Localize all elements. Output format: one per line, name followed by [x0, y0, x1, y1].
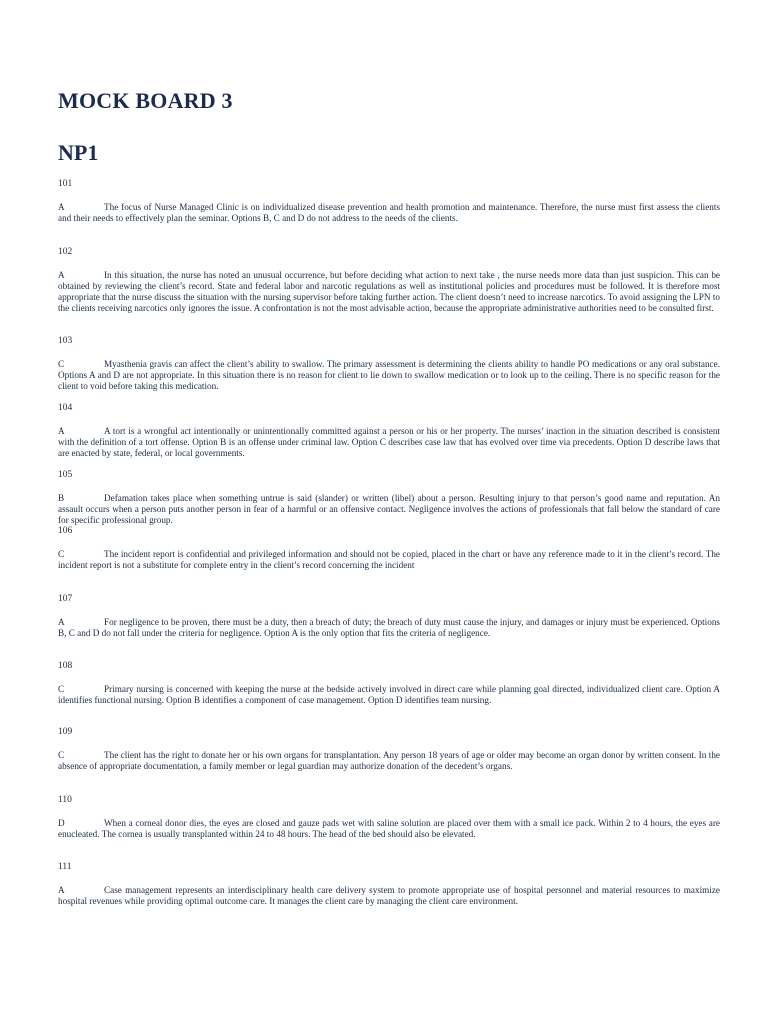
item-answer: C [58, 750, 65, 760]
item-body [58, 270, 720, 314]
item-answer: C [58, 684, 65, 694]
item-answer: D [58, 818, 65, 828]
item-number: 103 [58, 336, 73, 346]
item-rationale: Primary nursing is concerned with keeping the nurse at the bedside actively involved in direct care while planning goal directed, individualized client care. Option A identifies functional nursing. Option B identifies a component of case management. Option D identifies team nursing. [58, 684, 720, 705]
item-number: 101 [58, 179, 73, 189]
item-body [58, 617, 720, 639]
item-answer: A [58, 426, 65, 436]
rationale-item [58, 470, 720, 526]
item-rationale: For negligence to be proven, there must be a duty, then a breach of duty; the breach of duty must cause the injury, and damages or injury must be experienced. Options B, C and D do not fall under the criteria for negligence. Option A is the only option that fits the criteria of negligence. [58, 617, 720, 638]
item-body [58, 885, 720, 907]
rationale-item [58, 795, 720, 840]
item-rationale: A tort is a wrongful act intentionally or unintentionally committed against a person or his or her property. The nurses’ inaction in the situation described is consistent with the definition of a tort offense. Option B is an offense under criminal law. Option C describes case law that has evolved over time via precedents. Option D describe laws that are enacted by state, federal, or local governments. [58, 426, 720, 458]
item-rationale: When a corneal donor dies, the eyes are closed and gauze pads wet with saline solution are placed over them with a small ice pack. Within 2 to 4 hours, the eyes are enucleated. The cornea is usually transplanted within 24 to 48 hours. The head of the bed should also be elevated. [58, 818, 720, 839]
item-body [58, 426, 720, 459]
item-number: 109 [58, 727, 73, 737]
item-rationale: In this situation, the nurse has noted an unusual occurrence, but before deciding what action to next take , the nurse needs more data than just suspicion. This can be obtained by reviewing the client’s record. State and federal labor and narcotic regulations as well as institutional policies and procedures must be followed. It is therefore most appropriate that the nurse discuss the situation with the nursing supervisor before taking further action. The client doesn’t need to increase narcotics. To avoid assigning the LPN to the clients receiving narcotics only ignores the issue. A confrontation is not the most advisable action, because the appropriate administrative authorities need to be consulted first. [58, 270, 720, 313]
item-body [58, 202, 720, 224]
item-rationale: Defamation takes place when something untrue is said (slander) or written (libel) about a person. Resulting injury to that person’s good name and reputation. An assault occurs when a person puts another person in fear of a harmful or an offensive contact. Negligence involves the actions of professionals that fall below the standard of care for specific professional group. [58, 493, 720, 525]
item-number: 105 [58, 470, 73, 480]
item-body [58, 493, 720, 526]
rationale-item [58, 594, 720, 639]
item-rationale: The client has the right to donate her or his own organs for transplantation. Any person 18 years of age or older may become an organ donor by written consent. In the absence of appropriate documentation, a family member or legal guardian may authorize donation of the decedent’s organs. [58, 750, 720, 771]
rationale-item [58, 179, 720, 224]
item-number: 102 [58, 247, 73, 257]
item-answer: A [58, 202, 65, 212]
document-title: MOCK BOARD 3 [58, 88, 233, 113]
item-answer: B [58, 493, 65, 503]
item-body [58, 818, 720, 840]
item-number: 106 [58, 526, 73, 536]
rationale-item [58, 403, 720, 459]
section-title: NP1 [58, 140, 99, 165]
item-body [58, 359, 720, 392]
rationale-item [58, 727, 720, 772]
item-rationale: The focus of Nurse Managed Clinic is on individualized disease prevention and health promotion and maintenance. Therefore, the nurse must first assess the clients and their needs to effectively plan the seminar. Options B, C and D do not address to the needs of the clients. [58, 202, 720, 223]
rationale-item [58, 862, 720, 907]
item-answer: C [58, 359, 65, 369]
item-body [58, 750, 720, 772]
item-rationale: Case management represents an interdisciplinary health care delivery system to promote appropriate use of hospital personnel and material resources to maximize hospital revenues while providing optimal outcome care. It manages the client care by managing the client care environment. [58, 885, 720, 906]
item-number: 107 [58, 594, 73, 604]
item-number: 110 [58, 795, 72, 805]
rationale-item [58, 336, 720, 392]
rationale-item [58, 247, 720, 314]
item-answer: C [58, 549, 65, 559]
item-answer: A [58, 885, 65, 895]
item-answer: A [58, 270, 65, 280]
item-number: 111 [58, 862, 72, 872]
item-number: 104 [58, 403, 73, 413]
item-rationale: The incident report is confidential and privileged information and should not be copied, placed in the chart or have any reference made to it in the client’s record. The incident report is not a substitute for complete entry in the client’s record concerning the incident [58, 549, 720, 570]
item-number: 108 [58, 661, 73, 671]
item-body [58, 549, 720, 571]
rationale-item [58, 526, 720, 571]
item-answer: A [58, 617, 65, 627]
item-rationale: Myasthenia gravis can affect the client’s ability to swallow. The primary assessment is determining the clients ability to handle PO medications or any oral substance. Options A and D are not appropriate. In this situation there is no reason for client to lie down to swallow medication or to look up to the ceiling. There is no specific reason for the client to void before taking this medication. [58, 359, 720, 391]
item-body [58, 684, 720, 706]
rationale-item [58, 661, 720, 706]
